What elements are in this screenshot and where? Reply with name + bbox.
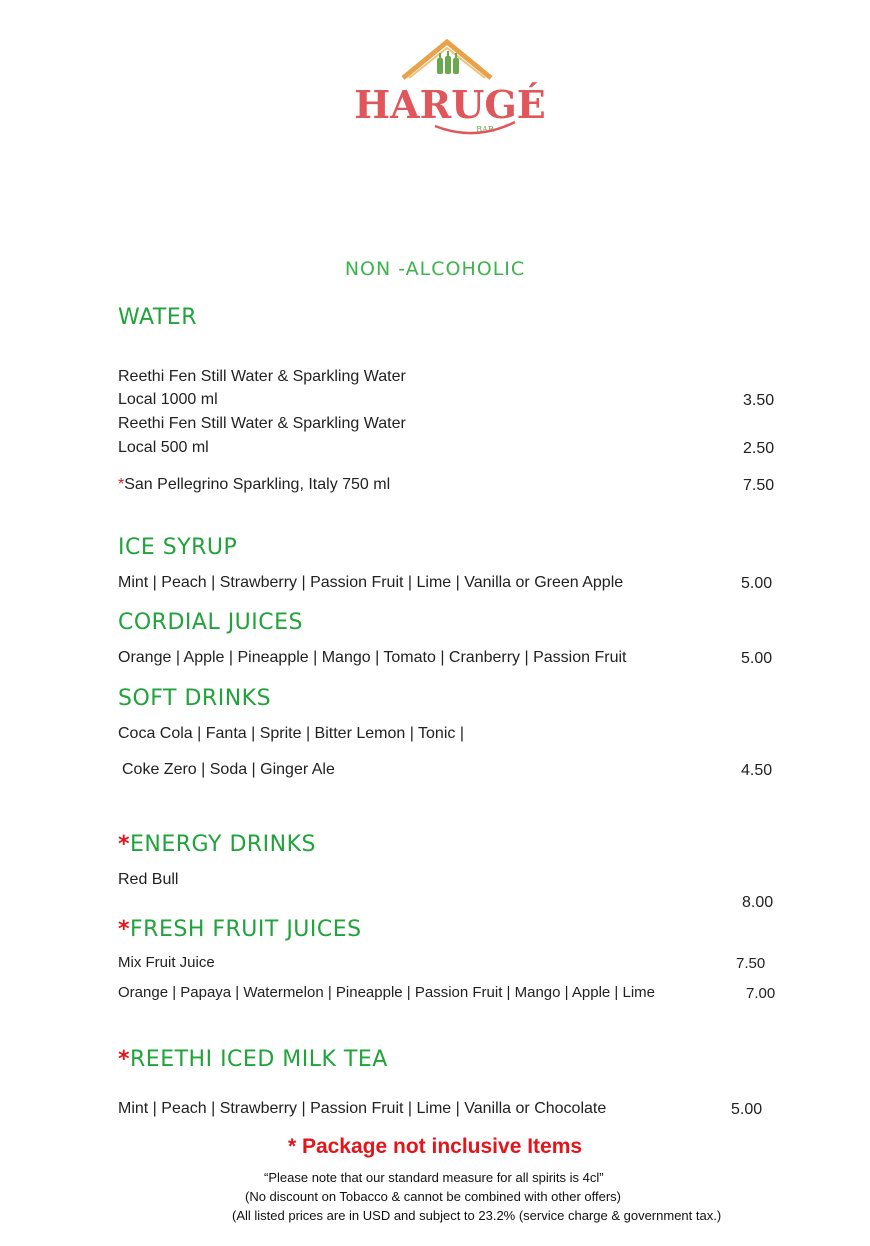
water-item-line3: Reethi Fen Still Water & Sparkling Water	[118, 415, 406, 432]
soft-drinks-line2: Coke Zero | Soda | Ginger Ale	[122, 761, 335, 778]
water-item-line4: Local 500 ml	[118, 439, 209, 456]
iced-milk-tea-items: Mint | Peach | Strawberry | Passion Fruit | Lime | Vanilla or Chocolate	[118, 1100, 607, 1117]
fresh-fruit-juices-title: FRESH FRUIT JUICES	[130, 917, 362, 942]
fresh-juice-mix-item: Mix Fruit Juice	[118, 954, 215, 971]
logo-wordmark: HARUGÉ	[354, 82, 546, 127]
water-heading: WATER	[118, 305, 198, 330]
package-star: *	[118, 1047, 131, 1072]
ice-syrup-heading: ICE SYRUP	[118, 535, 238, 560]
soft-drinks-line1: Coca Cola | Fanta | Sprite | Bitter Lemon | Tonic |	[118, 725, 464, 742]
package-star: *	[118, 832, 131, 857]
ice-syrup-items: Mint | Peach | Strawberry | Passion Fruit | Lime | Vanilla or Green Apple	[118, 574, 624, 591]
fresh-fruit-juices-heading	[118, 917, 362, 942]
price-tax-note: (All listed prices are in USD and subject to 23.2% (service charge & government tax.)	[232, 1208, 722, 1223]
water-price-1000ml: 3.50	[743, 392, 775, 409]
water-item-line1: Reethi Fen Still Water & Sparkling Water	[118, 368, 406, 385]
discount-note: (No discount on Tobacco & cannot be combined with other offers)	[245, 1189, 622, 1204]
energy-drinks-title: ENERGY DRINKS	[130, 832, 317, 857]
haruge-bar-logo	[354, 38, 546, 148]
iced-milk-tea-title: REETHI ICED MILK TEA	[130, 1047, 388, 1072]
energy-drinks-item: Red Bull	[118, 871, 179, 888]
water-price-500ml: 2.50	[743, 440, 775, 457]
soft-drinks-heading: SOFT DRINKS	[118, 686, 272, 711]
package-star: *	[118, 917, 131, 942]
fresh-juice-items: Orange | Papaya | Watermelon | Pineapple | Passion Fruit | Mango | Apple | Lime	[118, 984, 655, 1001]
iced-milk-tea-price: 5.00	[731, 1101, 763, 1118]
water-item-pellegrino	[118, 476, 390, 494]
package-star: *	[118, 476, 125, 493]
energy-drinks-heading	[118, 832, 316, 857]
energy-drinks-price: 8.00	[742, 894, 774, 911]
logo-subtitle: BAR	[476, 125, 494, 134]
ice-syrup-price: 5.00	[741, 575, 773, 592]
fresh-juice-mix-price: 7.50	[736, 955, 766, 972]
pellegrino-label: San Pellegrino Sparkling, Italy 750 ml	[124, 476, 391, 493]
fresh-juice-price: 7.00	[746, 985, 776, 1002]
iced-milk-tea-heading	[118, 1047, 388, 1072]
soft-drinks-price: 4.50	[741, 762, 773, 779]
water-item-line2: Local 1000 ml	[118, 391, 218, 408]
package-notice: * Package not inclusive Items	[287, 1135, 583, 1158]
cordial-juices-price: 5.00	[741, 650, 773, 667]
water-price-pellegrino: 7.50	[743, 477, 775, 494]
page-title: NON -ALCOHOLIC	[344, 258, 526, 280]
spirits-measure-note: “Please note that our standard measure for all spirits is 4cl”	[264, 1170, 604, 1185]
cordial-juices-items: Orange | Apple | Pineapple | Mango | Tomato | Cranberry | Passion Fruit	[118, 649, 627, 666]
cordial-juices-heading: CORDIAL JUICES	[118, 610, 303, 635]
